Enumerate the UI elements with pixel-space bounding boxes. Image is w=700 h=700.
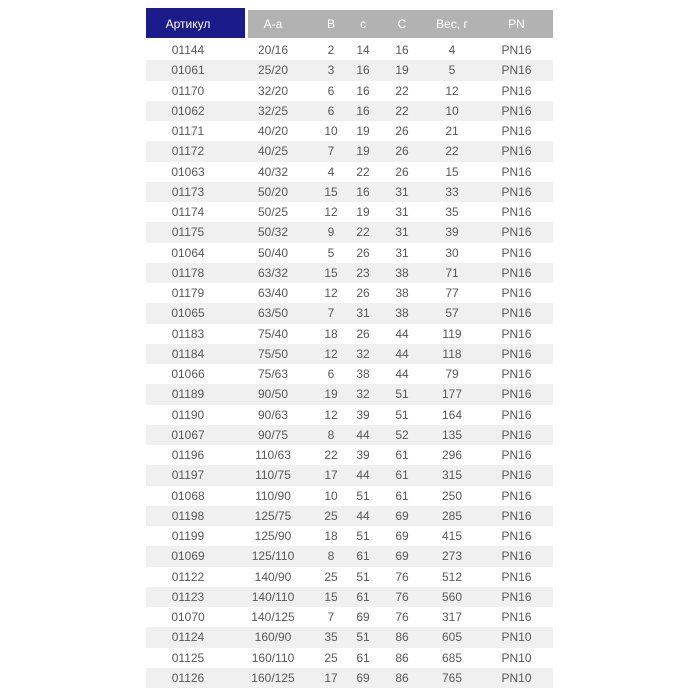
cell-c-large: 26	[395, 144, 409, 159]
table-row	[146, 405, 553, 425]
table-row	[146, 364, 553, 384]
cell-a-a: 63/40	[257, 286, 289, 300]
cell-a-a: 75/63	[257, 367, 289, 381]
header-label-c-small: c	[360, 17, 366, 31]
cell-a-a: 140/90	[254, 569, 292, 584]
cell-weight-g: 21	[445, 124, 459, 138]
cell-a-a: 90/50	[257, 387, 289, 402]
table-row	[146, 344, 553, 364]
cell-b: 9	[327, 225, 335, 240]
table-row	[146, 445, 553, 465]
table-row	[146, 425, 553, 445]
cell-article: 01171	[171, 124, 205, 138]
cell-a-a: 40/32	[257, 164, 289, 179]
cell-weight-g: 39	[445, 225, 459, 240]
cell-weight-g: 560	[441, 589, 463, 604]
cell-c-large: 16	[395, 43, 409, 57]
cell-weight-g: 79	[445, 367, 459, 381]
cell-c-large: 31	[395, 205, 409, 219]
cell-a-a: 110/63	[255, 448, 291, 462]
cell-a-a: 110/90	[255, 488, 291, 503]
cell-pn: PN16	[501, 265, 532, 280]
table-row	[146, 182, 553, 202]
table-row	[146, 607, 553, 627]
header-label-article: Артикул	[165, 17, 211, 31]
cell-b: 17	[324, 468, 338, 483]
cell-weight-g: 22	[445, 144, 459, 159]
cell-a-a: 50/32	[257, 225, 289, 240]
cell-article: 01196	[171, 448, 205, 462]
cell-a-a: 32/25	[257, 103, 289, 118]
cell-article: 01183	[171, 326, 205, 341]
cell-c-large: 86	[395, 670, 409, 685]
cell-pn: PN16	[501, 529, 532, 543]
cell-pn: PN16	[501, 569, 532, 584]
cell-pn: PN10	[501, 630, 532, 645]
cell-b: 17	[324, 670, 338, 685]
cell-a-a: 110/75	[255, 468, 291, 483]
cell-b: 6	[327, 103, 335, 118]
cell-c-large: 51	[395, 387, 409, 402]
cell-c-large: 22	[395, 103, 409, 118]
cell-c-small: 32	[356, 387, 370, 402]
cell-c-large: 26	[395, 164, 409, 179]
cell-b: 25	[324, 508, 338, 523]
cell-c-small: 14	[356, 43, 370, 57]
cell-c-large: 26	[395, 124, 409, 138]
cell-pn: PN16	[501, 164, 532, 179]
cell-pn: PN16	[501, 407, 532, 422]
cell-pn: PN16	[501, 468, 532, 483]
table-row	[146, 526, 553, 546]
cell-a-a: 63/32	[257, 265, 289, 280]
cell-pn: PN16	[501, 549, 532, 564]
cell-weight-g: 250	[441, 488, 463, 503]
cell-article: 01063	[171, 164, 205, 179]
cell-b: 5	[327, 245, 335, 260]
cell-article: 01178	[171, 265, 205, 280]
cell-c-large: 52	[395, 427, 409, 442]
table-row	[146, 486, 553, 506]
cell-weight-g: 119	[442, 326, 462, 341]
cell-a-a: 25/20	[257, 63, 289, 78]
cell-pn: PN16	[501, 184, 532, 199]
cell-b: 25	[324, 650, 338, 665]
cell-c-small: 16	[356, 103, 370, 118]
cell-c-small: 19	[356, 205, 370, 219]
cell-article: 01126	[171, 670, 205, 685]
cell-a-a: 160/90	[254, 630, 292, 645]
cell-article: 01065	[171, 306, 205, 321]
cell-c-large: 76	[395, 569, 409, 584]
cell-pn: PN16	[501, 346, 532, 361]
cell-b: 3	[327, 63, 335, 78]
cell-c-small: 26	[356, 286, 370, 300]
cell-c-large: 31	[395, 245, 409, 260]
cell-weight-g: 285	[441, 508, 463, 523]
cell-a-a: 20/16	[257, 43, 289, 57]
cell-article: 01184	[171, 346, 205, 361]
cell-pn: PN16	[501, 124, 532, 138]
cell-c-large: 51	[395, 407, 409, 422]
cell-c-small: 44	[356, 508, 370, 523]
cell-pn: PN16	[501, 205, 532, 219]
cell-weight-g: 685	[441, 650, 463, 665]
cell-weight-g: 5	[448, 63, 456, 78]
cell-weight-g: 118	[442, 346, 462, 361]
cell-c-small: 39	[356, 407, 370, 422]
cell-c-small: 31	[356, 306, 370, 321]
table-row	[146, 121, 553, 141]
header-label-b: B	[326, 17, 335, 31]
cell-a-a: 75/50	[257, 346, 289, 361]
cell-c-large: 38	[395, 286, 409, 300]
cell-pn: PN16	[501, 83, 532, 98]
cell-c-small: 23	[356, 265, 370, 280]
cell-pn: PN16	[501, 488, 532, 503]
cell-b: 19	[324, 387, 338, 402]
cell-pn: PN16	[501, 448, 532, 462]
cell-c-large: 61	[395, 488, 409, 503]
cell-article: 01066	[171, 367, 205, 381]
cell-article: 01144	[171, 43, 205, 57]
cell-c-small: 32	[356, 346, 370, 361]
cell-b: 15	[324, 184, 338, 199]
cell-article: 01199	[171, 529, 205, 543]
cell-weight-g: 164	[441, 407, 463, 422]
cell-c-small: 19	[356, 124, 370, 138]
cell-a-a: 125/75	[254, 508, 292, 523]
cell-article: 01124	[171, 630, 205, 645]
cell-c-small: 51	[356, 630, 370, 645]
cell-article: 01062	[171, 103, 205, 118]
cell-c-large: 69	[395, 529, 409, 543]
cell-b: 6	[327, 83, 335, 98]
cell-c-small: 61	[356, 549, 370, 564]
cell-c-small: 22	[356, 164, 370, 179]
cell-weight-g: 135	[441, 427, 463, 442]
header-label-c-large: C	[397, 17, 407, 31]
cell-article: 01061	[171, 63, 205, 78]
cell-weight-g: 12	[445, 83, 459, 98]
cell-c-large: 76	[395, 610, 409, 624]
table-row	[146, 283, 553, 303]
cell-a-a: 32/20	[257, 83, 289, 98]
cell-c-small: 44	[356, 468, 370, 483]
cell-a-a: 63/50	[257, 306, 289, 321]
cell-c-large: 19	[395, 63, 409, 78]
cell-b: 25	[324, 569, 338, 584]
cell-article: 01068	[171, 488, 205, 503]
cell-article: 01189	[171, 387, 205, 402]
cell-b: 18	[324, 326, 338, 341]
cell-pn: PN16	[501, 43, 532, 57]
cell-a-a: 140/110	[251, 589, 295, 604]
cell-a-a: 90/75	[257, 427, 289, 442]
cell-b: 8	[327, 549, 335, 564]
cell-weight-g: 765	[441, 670, 463, 685]
cell-pn: PN16	[501, 306, 532, 321]
header-label-a-a: A-a	[263, 17, 283, 31]
cell-b: 10	[324, 124, 338, 138]
cell-c-large: 44	[395, 326, 409, 341]
table-row	[146, 648, 553, 668]
cell-weight-g: 296	[441, 448, 463, 462]
header-labels-row	[146, 10, 553, 38]
cell-weight-g: 177	[441, 387, 463, 402]
cell-b: 15	[324, 589, 338, 604]
table-row	[146, 60, 553, 80]
cell-b: 2	[327, 43, 335, 57]
cell-b: 7	[327, 610, 335, 624]
cell-pn: PN16	[501, 367, 532, 381]
table-row	[146, 567, 553, 587]
cell-weight-g: 35	[445, 205, 459, 219]
cell-a-a: 90/63	[257, 407, 289, 422]
table-row	[146, 506, 553, 526]
cell-article: 01070	[171, 610, 205, 624]
cell-pn: PN10	[501, 670, 532, 685]
cell-pn: PN16	[501, 326, 532, 341]
cell-c-large: 69	[395, 549, 409, 564]
cell-pn: PN10	[501, 650, 532, 665]
cell-weight-g: 77	[445, 286, 459, 300]
cell-b: 15	[324, 265, 338, 280]
cell-c-large: 38	[395, 265, 409, 280]
cell-a-a: 50/25	[257, 205, 289, 219]
cell-pn: PN16	[501, 427, 532, 442]
cell-c-small: 38	[356, 367, 370, 381]
cell-a-a: 40/20	[257, 124, 289, 138]
cell-c-small: 16	[356, 63, 370, 78]
cell-c-small: 51	[356, 488, 370, 503]
cell-b: 6	[327, 367, 335, 381]
cell-c-small: 51	[356, 569, 370, 584]
cell-weight-g: 10	[445, 103, 459, 118]
cell-b: 22	[324, 448, 338, 462]
cell-article: 01069	[171, 549, 205, 564]
cell-article: 01125	[171, 650, 205, 665]
table-row	[146, 141, 553, 161]
cell-c-large: 31	[395, 184, 409, 199]
cell-weight-g: 30	[445, 245, 459, 260]
table-row	[146, 465, 553, 485]
cell-c-large: 61	[395, 468, 409, 483]
cell-c-small: 69	[356, 610, 370, 624]
cell-weight-g: 315	[441, 468, 463, 483]
cell-b: 12	[324, 205, 338, 219]
cell-pn: PN16	[501, 103, 532, 118]
cell-pn: PN16	[501, 508, 532, 523]
cell-c-large: 76	[395, 589, 409, 604]
cell-pn: PN16	[501, 286, 532, 300]
table-row	[146, 627, 553, 647]
cell-weight-g: 4	[448, 43, 456, 57]
cell-article: 01197	[171, 468, 205, 483]
cell-c-small: 51	[356, 529, 370, 543]
cell-c-large: 31	[395, 225, 409, 240]
table-row	[146, 202, 553, 222]
cell-c-large: 44	[395, 367, 409, 381]
cell-c-large: 22	[395, 83, 409, 98]
cell-b: 18	[324, 529, 338, 543]
cell-c-large: 61	[395, 448, 409, 462]
cell-article: 01173	[171, 184, 205, 199]
cell-c-small: 39	[356, 448, 370, 462]
cell-a-a: 125/90	[254, 529, 292, 543]
cell-a-a: 75/40	[257, 326, 289, 341]
cell-article: 01175	[171, 225, 205, 240]
cell-article: 01067	[171, 427, 205, 442]
cell-pn: PN16	[501, 387, 532, 402]
cell-c-large: 69	[395, 508, 409, 523]
cell-b: 7	[327, 144, 335, 159]
cell-a-a: 160/110	[251, 650, 295, 665]
cell-c-large: 44	[395, 346, 409, 361]
cell-a-a: 50/20	[257, 184, 289, 199]
cell-b: 7	[327, 306, 335, 321]
table-row	[146, 101, 553, 121]
cell-b: 12	[324, 286, 338, 300]
table-row	[146, 546, 553, 566]
cell-pn: PN16	[501, 63, 532, 78]
cell-b: 8	[327, 427, 335, 442]
table-row	[146, 162, 553, 182]
cell-a-a: 125/110	[251, 549, 295, 564]
cell-b: 10	[324, 488, 338, 503]
cell-a-a: 40/25	[257, 144, 289, 159]
cell-article: 01174	[171, 205, 205, 219]
table-row	[146, 40, 553, 60]
cell-article: 01122	[171, 569, 205, 584]
table-header	[146, 8, 553, 40]
cell-weight-g: 33	[445, 184, 459, 199]
cell-pn: PN16	[501, 225, 532, 240]
table-row	[146, 324, 553, 344]
cell-c-small: 26	[356, 245, 370, 260]
table-row	[146, 668, 553, 688]
cell-pn: PN16	[501, 144, 532, 159]
cell-article: 01064	[171, 245, 205, 260]
cell-c-large: 86	[395, 630, 409, 645]
cell-article: 01179	[171, 286, 205, 300]
table-row	[146, 263, 553, 283]
cell-c-small: 16	[356, 184, 370, 199]
cell-weight-g: 512	[441, 569, 463, 584]
cell-c-small: 61	[356, 589, 370, 604]
cell-pn: PN16	[501, 245, 532, 260]
cell-b: 12	[324, 346, 338, 361]
table-row	[146, 222, 553, 242]
cell-a-a: 140/125	[251, 610, 295, 624]
cell-b: 35	[324, 630, 338, 645]
cell-weight-g: 273	[441, 549, 463, 564]
cell-article: 01172	[171, 144, 205, 159]
cell-c-large: 38	[395, 306, 409, 321]
cell-b: 4	[327, 164, 335, 179]
cell-c-small: 61	[356, 650, 370, 665]
table-row	[146, 587, 553, 607]
cell-weight-g: 71	[445, 265, 459, 280]
header-label-pn: PN	[508, 17, 525, 31]
cell-weight-g: 605	[441, 630, 463, 645]
spec-table	[146, 8, 553, 688]
header-label-weight: Вес, г	[436, 17, 468, 31]
cell-c-large: 86	[395, 650, 409, 665]
cell-weight-g: 415	[441, 529, 463, 543]
cell-article: 01123	[171, 589, 205, 604]
table-row	[146, 384, 553, 404]
cell-pn: PN16	[501, 589, 532, 604]
cell-article: 01170	[171, 83, 205, 98]
cell-a-a: 160/125	[251, 670, 295, 685]
cell-c-small: 69	[356, 670, 370, 685]
cell-article: 01198	[171, 508, 205, 523]
cell-weight-g: 317	[441, 610, 463, 624]
cell-weight-g: 15	[445, 164, 459, 179]
table-row	[146, 303, 553, 323]
table-row	[146, 243, 553, 263]
cell-pn: PN16	[501, 610, 532, 624]
cell-a-a: 50/40	[257, 245, 289, 260]
cell-c-small: 26	[356, 326, 370, 341]
cell-c-small: 16	[356, 83, 370, 98]
table-body	[146, 40, 553, 688]
cell-weight-g: 57	[445, 306, 459, 321]
cell-c-small: 19	[356, 144, 370, 159]
cell-c-small: 22	[356, 225, 370, 240]
cell-b: 12	[324, 407, 338, 422]
cell-c-small: 44	[356, 427, 370, 442]
table-row	[146, 81, 553, 101]
cell-article: 01190	[171, 407, 205, 422]
